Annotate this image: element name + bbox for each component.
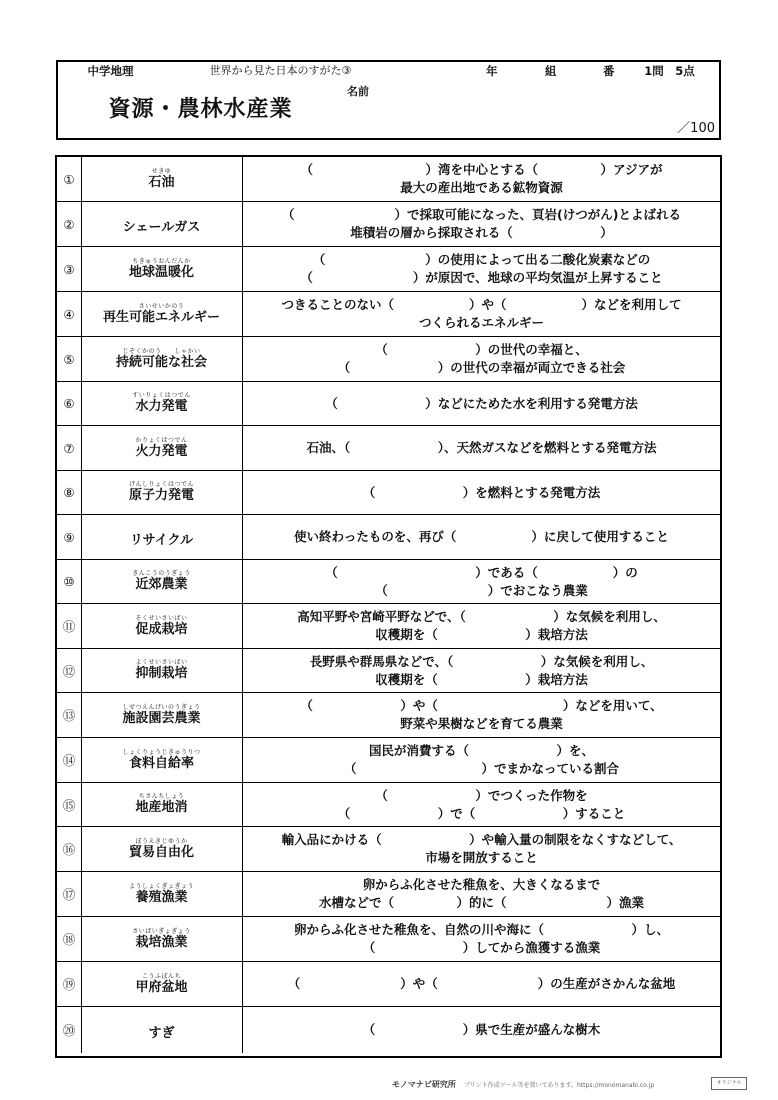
question-description[interactable] (243, 337, 720, 381)
question-row (57, 247, 720, 292)
description-line: （ ）で採取可能になった、頁岩(けつがん)とよばれる (282, 207, 681, 222)
term-furigana: しせつえんげいのうぎょう (122, 703, 201, 711)
question-description[interactable] (243, 202, 720, 246)
question-description[interactable] (243, 560, 720, 603)
question-description[interactable] (243, 827, 720, 871)
term-text: リサイクル (129, 532, 194, 548)
question-term (81, 426, 243, 470)
question-row (57, 649, 720, 693)
question-number: ④ (57, 292, 82, 336)
question-term (81, 872, 243, 916)
term-furigana: きんこうのうぎょう (132, 570, 191, 577)
question-description[interactable] (243, 649, 720, 692)
question-number: ① (57, 157, 82, 201)
question-description[interactable] (243, 738, 720, 782)
description-line: （ ）が原因で、地球の平均気温が上昇すること (300, 270, 663, 285)
term-text: 石油 (148, 174, 175, 190)
question-row (57, 872, 720, 917)
question-row (57, 515, 720, 560)
question-term (81, 827, 243, 871)
description-line: 卵からふ化させた稚魚を、大きくなるまで (362, 877, 601, 892)
term-furigana: よくせいさいばい (135, 659, 188, 666)
question-row (57, 962, 720, 1007)
score-rule: 1問 5点 (644, 64, 695, 78)
term-furigana: さいせいかのう (138, 302, 185, 310)
description-line: 最大の産出地である鉱物資源 (400, 180, 563, 195)
description-line: （ ）してから漁獲する漁業 (362, 940, 601, 955)
description-line: （ ）でまかなっている割合 (343, 761, 619, 776)
question-term (81, 962, 243, 1006)
total-score-label: ／100 (677, 121, 715, 136)
question-term (81, 247, 243, 291)
term-text: 原子力発電 (128, 488, 194, 503)
question-number: ⑤ (57, 337, 82, 381)
term-furigana: じぞくかのう しゃかい (122, 347, 201, 355)
question-number: ⑧ (57, 471, 82, 514)
number-label: 番 (603, 64, 615, 78)
description-line: （ ）の世代の幸福と、 (375, 342, 588, 357)
description-line: （ ）である（ ）の (325, 564, 638, 580)
name-label: 名前 (347, 85, 369, 98)
question-term (81, 202, 243, 246)
subject-label: 中学地理 (87, 64, 134, 78)
question-row (57, 693, 720, 738)
term-text: 再生可能エネルギー (102, 309, 220, 325)
question-row (57, 783, 720, 827)
question-term (81, 738, 243, 782)
question-term (81, 337, 243, 381)
question-row (57, 738, 720, 783)
question-number: ⑪ (57, 604, 82, 648)
question-term (81, 1007, 243, 1053)
question-term (81, 783, 243, 826)
question-term (81, 157, 243, 201)
question-number: ⑩ (57, 560, 82, 603)
question-row (57, 471, 720, 515)
year-label: 年 (486, 64, 498, 78)
question-number: ⑮ (57, 783, 82, 826)
description-line: 長野県や群馬県などで、（ ）な気候を利用し、 (309, 653, 654, 669)
description-line: （ ）や（ ）の生産がさかんな盆地 (287, 976, 676, 991)
question-term (81, 649, 243, 692)
question-term (81, 560, 243, 603)
question-row (57, 337, 720, 382)
page-title: 資源・農林水産業 (108, 97, 293, 122)
question-term (81, 292, 243, 336)
description-line: 石油、（ ）、天然ガスなどを燃料とする発電方法 (306, 440, 657, 455)
term-text: 地球温暖化 (128, 264, 194, 280)
question-term (81, 693, 243, 737)
footer-credit (392, 1079, 654, 1090)
description-line: （ ）の使用によって出る二酸化炭素などの (312, 252, 651, 267)
term-text: シェールガス (122, 219, 201, 235)
unit-label: 世界から見た日本のすがた③ (209, 64, 352, 77)
description-line: 堆積岩の層から採取される（ ） (350, 225, 613, 240)
question-term (81, 515, 243, 559)
question-description[interactable] (243, 471, 720, 514)
description-line: 輸入品にかける（ ）や輸入量の制限をなくすなどして、 (281, 832, 682, 847)
term-text: すぎ (148, 1025, 175, 1041)
question-table (55, 155, 722, 1058)
description-line: 国民が消費する（ ）を、 (368, 743, 594, 758)
class-fields (398, 62, 620, 81)
term-furigana: ようしょくぎょぎょう (128, 882, 194, 890)
question-number: ③ (57, 247, 82, 291)
term-text: 火力発電 (135, 443, 188, 459)
question-number: ⑬ (57, 693, 82, 737)
question-description[interactable] (243, 515, 720, 559)
term-furigana: さいばいぎょぎょう (132, 927, 191, 935)
term-furigana: ちきゅうおんだんか (132, 257, 191, 265)
question-description[interactable] (243, 1007, 720, 1053)
question-number: ⑥ (57, 382, 82, 425)
class-label: 組 (545, 64, 557, 78)
term-furigana: ぼうえきじゆうか (135, 837, 188, 845)
question-row (57, 382, 720, 426)
question-term (81, 604, 243, 648)
question-number: ② (57, 202, 82, 246)
description-line: 収穫期を（ ）栽培方法 (375, 627, 588, 642)
description-line: つくられるエネルギー (418, 315, 544, 330)
question-row (57, 560, 720, 604)
description-line: （ ）や（ ）などを用いて、 (300, 698, 663, 713)
question-row (57, 604, 720, 649)
score-field[interactable] (620, 81, 719, 138)
question-row (57, 1007, 720, 1053)
question-description[interactable] (243, 426, 720, 470)
term-text: 抑制栽培 (135, 666, 188, 681)
question-term (81, 471, 243, 514)
description-line: （ ）湾を中心とする（ ）アジアが (300, 162, 663, 177)
question-term (81, 382, 243, 425)
term-furigana: げんしりょくはつでん (128, 481, 194, 488)
question-term (81, 917, 243, 961)
question-description[interactable] (243, 962, 720, 1006)
question-description[interactable] (243, 917, 720, 961)
question-description[interactable] (243, 783, 720, 826)
footer-brand: モノマナビ研究所 (392, 1080, 456, 1089)
worksheet-header (56, 60, 721, 140)
description-line: 収穫期を（ ）栽培方法 (375, 671, 588, 687)
question-row (57, 426, 720, 471)
term-furigana: こうふぼんち (141, 972, 181, 980)
question-description[interactable] (243, 292, 720, 336)
term-text: 持続可能な社会 (115, 354, 207, 370)
question-number: ⑦ (57, 426, 82, 470)
question-row (57, 292, 720, 337)
question-number: ⑰ (57, 872, 82, 916)
term-text: 食料自給率 (128, 755, 194, 771)
question-row (57, 157, 720, 202)
description-line: 使い終わったものを、再び（ ）に戻して使用すること (294, 529, 669, 544)
question-number: ⑳ (57, 1007, 82, 1053)
question-description[interactable] (243, 604, 720, 648)
question-number: ⑲ (57, 962, 82, 1006)
description-line: 野菜や果樹などを育てる農業 (400, 716, 563, 731)
description-line: （ ）を燃料とする発電方法 (362, 484, 601, 500)
question-description[interactable] (243, 693, 720, 737)
term-furigana: しょくりょうじきゅうりつ (122, 748, 201, 756)
question-number: ⑭ (57, 738, 82, 782)
footer-text: プリント作成ツール等を置いてあります。https://monomanabi.co.jp (463, 1082, 655, 1089)
description-line: 卵からふ化させた稚魚を、自然の川や海に（ ）し、 (293, 922, 669, 937)
description-line: （ ）でおこなう農業 (375, 582, 588, 598)
term-furigana: せきゆ (151, 167, 172, 175)
question-row (57, 202, 720, 247)
term-text: 近郊農業 (135, 577, 188, 592)
term-text: 促成栽培 (135, 621, 188, 637)
description-line: （ ）の世代の幸福が両立できる社会 (337, 360, 626, 375)
term-furigana: そくせいさいばい (135, 614, 188, 622)
term-text: 養殖漁業 (135, 889, 188, 905)
term-text: 地産地消 (135, 800, 188, 815)
description-line: （ ）でつくった作物を (375, 787, 588, 803)
question-row (57, 827, 720, 872)
term-furigana: ちさんちしょう (138, 793, 185, 800)
question-description[interactable] (243, 872, 720, 916)
term-text: 水力発電 (135, 399, 188, 414)
footer-badge: オリジナル (711, 1077, 747, 1090)
term-text: 施設園芸農業 (122, 710, 201, 726)
question-number: ⑨ (57, 515, 82, 559)
description-line: （ ）などにためた水を利用する発電方法 (325, 395, 638, 411)
question-description[interactable] (243, 382, 720, 425)
description-line: （ ）県で生産が盛んな樹木 (362, 1022, 601, 1037)
term-text: 栽培漁業 (135, 934, 188, 950)
question-number: ⑱ (57, 917, 82, 961)
question-description[interactable] (243, 157, 720, 201)
description-line: つきることのない（ ）や（ ）などを利用して (281, 297, 682, 312)
name-field[interactable] (343, 81, 620, 138)
term-furigana: すいりょくはつでん (132, 392, 191, 399)
term-text: 甲府盆地 (135, 979, 188, 995)
description-line: 水槽などで（ ）的に（ ）漁業 (318, 895, 644, 910)
description-line: 市場を開放すること (425, 850, 538, 865)
description-line: （ ）で（ ）すること (337, 805, 626, 821)
question-row (57, 917, 720, 962)
question-number: ⑯ (57, 827, 82, 871)
question-description[interactable] (243, 247, 720, 291)
term-text: 貿易自由化 (128, 844, 194, 860)
description-line: 高知平野や宮崎平野などで、（ ）な気候を利用し、 (297, 609, 666, 624)
term-furigana: かりょくはつでん (135, 436, 188, 444)
question-number: ⑫ (57, 649, 82, 692)
